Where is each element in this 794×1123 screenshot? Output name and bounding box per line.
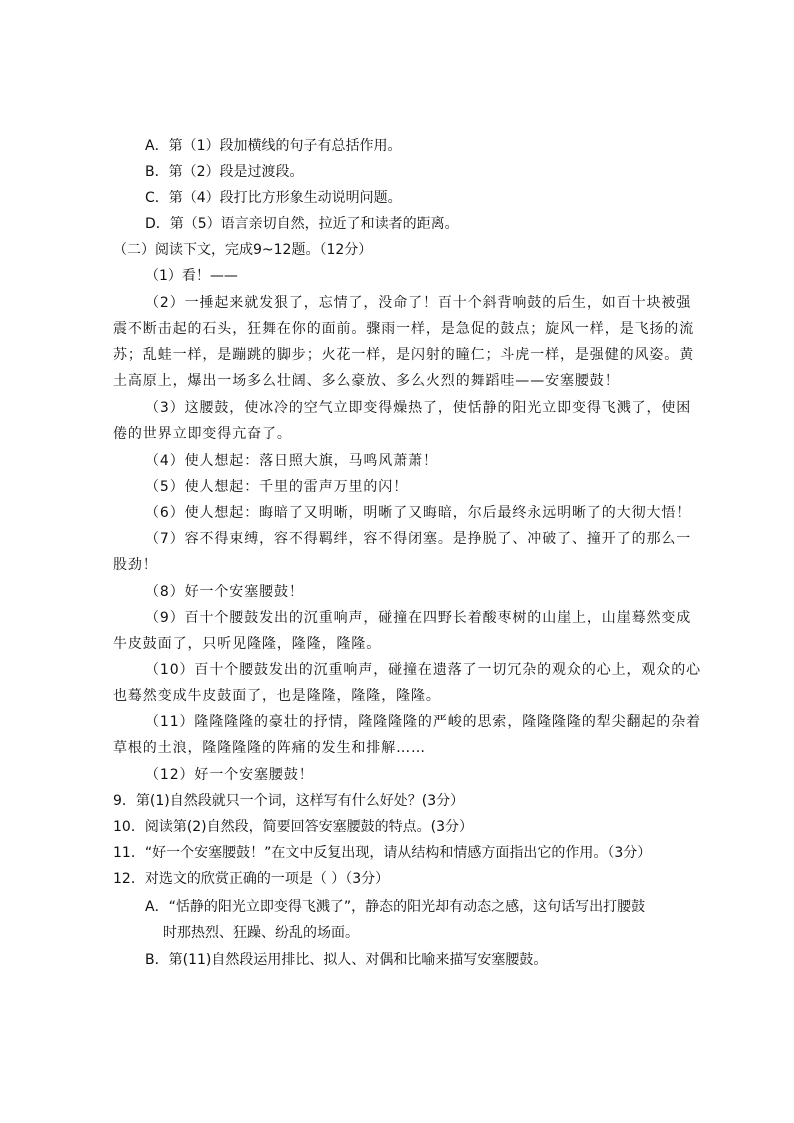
paragraph-5: （5）使人想起：千里的雷声万里的闪！ (145, 479, 409, 495)
question-10: 10．阅读第(2)自然段，简要回答安塞腰鼓的特点。(3分） (113, 819, 474, 835)
option-d: D．第（5）语言亲切自然，拉近了和读者的距离。 (145, 216, 459, 232)
paragraph-11-line-2: 草根的土浪，隆隆隆隆的阵痛的发生和排解…… (113, 740, 426, 756)
question-11: 11．“好一个安塞腰鼓！”在文中反复出现，请从结构和情感方面指出它的作用。（3分） (113, 845, 652, 861)
paragraph-3-line-2: 倦的世界立即变得亢奋了。 (113, 426, 292, 442)
paragraph-10-line-2: 也蓦然变成牛皮鼓面了，也是隆隆，隆隆，隆隆。 (113, 688, 441, 704)
paragraph-8: （8）好一个安塞腰鼓！ (145, 584, 304, 600)
option-a: A．第（1）段加横线的句子有总括作用。 (145, 138, 402, 154)
paragraph-2-line-1: （2）一捶起来就发狠了，忘情了，没命了！百十个斜背响鼓的后生，如百十块被强 (145, 295, 692, 311)
paragraph-2-line-2: 震不断击起的石头，狂舞在你的面前。骤雨一样，是急促的鼓点；旋风一样，是飞扬的流 (113, 321, 695, 337)
question-12-option-b: B．第(11)自然段运用排比、拟人、对偶和比喻来描写安塞腰鼓。 (145, 952, 548, 968)
option-c: C．第（4）段打比方形象生动说明问题。 (145, 190, 402, 206)
paragraph-9-line-1: （9）百十个腰鼓发出的沉重响声，碰撞在四野长着酸枣树的山崖上，山崖蓦然变成 (145, 610, 692, 626)
question-12-option-a-line-1: A．“恬静的阳光立即变得飞溅了”，静态的阳光却有动态之感，这句话写出打腰鼓 (145, 899, 646, 915)
paragraph-2-line-3: 苏；乱蛙一样，是蹦跳的脚步；火花一样，是闪射的瞳仁；斗虎一样，是强健的风姿。黄 (113, 347, 695, 363)
question-12-option-a-line-2: 时那热烈、狂躁、纷乱的场面。 (163, 925, 359, 941)
section-heading: （二）阅读下文，完成9~12题。（12分） (113, 242, 373, 258)
paragraph-4: （4）使人想起：落日照大旗，马鸣风萧萧！ (145, 453, 438, 469)
paragraph-6: （6）使人想起：晦暗了又明晰，明晰了又晦暗，尔后最终永远明晰了的大彻大悟！ (145, 505, 692, 521)
paragraph-12: （12）好一个安塞腰鼓！ (145, 767, 314, 783)
paragraph-7-line-2: 股劲！ (113, 557, 158, 573)
paragraph-10-line-1: （10）百十个腰鼓发出的沉重响声，碰撞在遗落了一切冗杂的观众的心上，观众的心 (145, 662, 702, 678)
paragraph-7-line-1: （7）容不得束缚，容不得羁绊，容不得闭塞。是挣脱了、冲破了、撞开了的那么一 (145, 531, 692, 547)
question-12: 12．对选文的欣赏正确的一项是（ ）（3分） (113, 871, 390, 887)
paragraph-1: （1）看！—— (145, 268, 238, 284)
question-9: 9．第(1)自然段就只一个词，这样写有什么好处？(3分） (113, 793, 465, 809)
paragraph-9-line-2: 牛皮鼓面了，只听见隆隆，隆隆，隆隆。 (113, 636, 382, 652)
option-b: B．第（2）段是过渡段。 (145, 164, 304, 180)
paragraph-3-line-1: （3）这腰鼓，使冰冷的空气立即变得燥热了，使恬静的阳光立即变得飞溅了，使困 (145, 400, 692, 416)
paragraph-2-line-4: 土高原上，爆出一场多么壮阔、多么豪放、多么火烈的舞蹈哇——安塞腰鼓！ (113, 373, 620, 389)
paragraph-11-line-1: （11）隆隆隆隆的豪壮的抒情，隆隆隆隆的严峻的思索，隆隆隆隆的犁尖翻起的杂着 (145, 714, 702, 730)
